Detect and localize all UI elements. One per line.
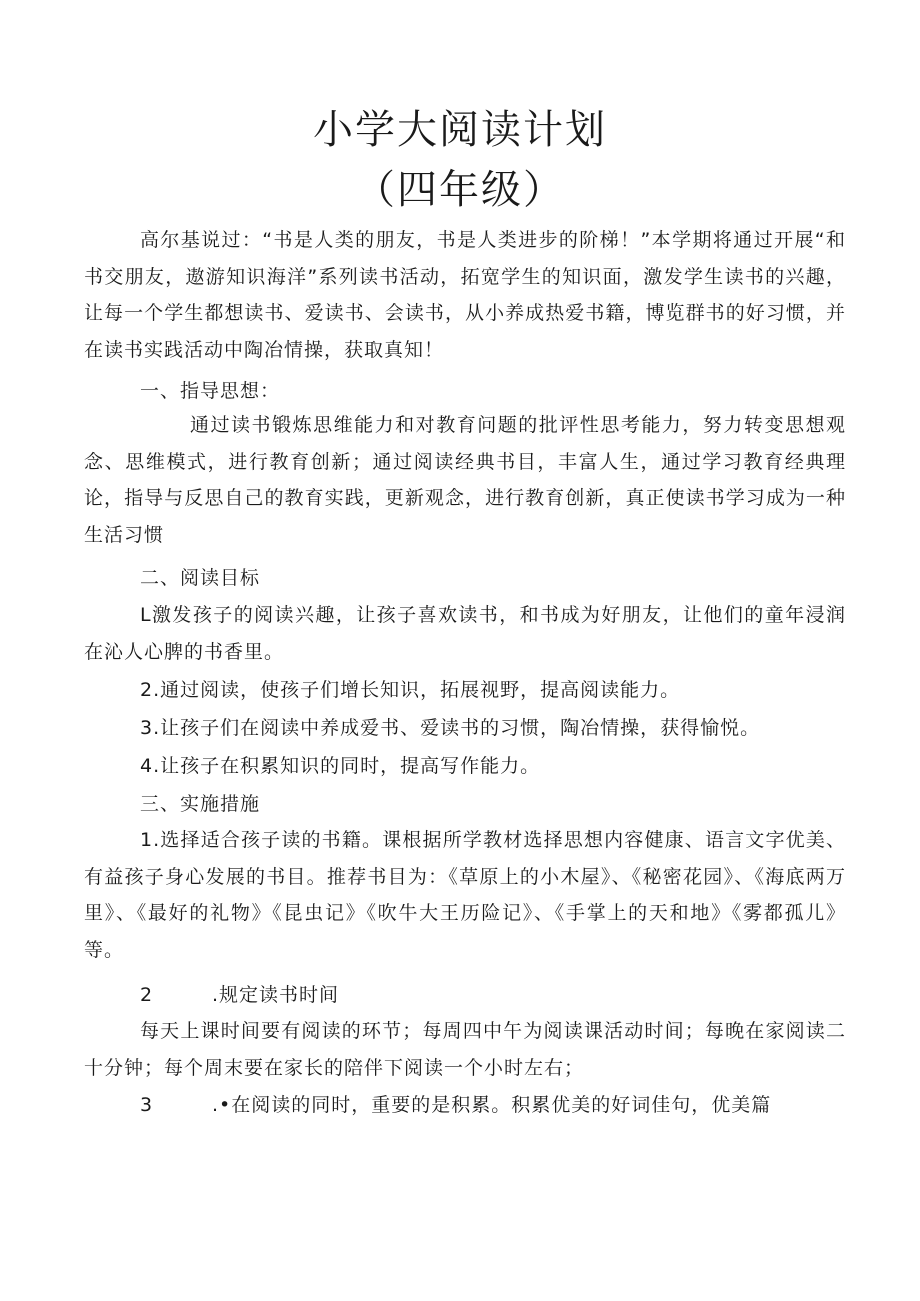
section-heading-guiding-ideas: 一、指导思想： bbox=[140, 380, 281, 402]
section-heading-reading-goals: 二、阅读目标 bbox=[140, 567, 261, 589]
goal-item-4: 4.让孩子在积累知识的同时，提高写作能力。 bbox=[140, 755, 541, 777]
measure-item-2-number: 2 bbox=[140, 984, 154, 1006]
measure-item-1: 1.选择适合孩子读的书籍。课根据所学教材选择思想内容健康、语言文字优美、有益孩子身心发展的书目。推荐书目为：《草原上的小木屋》、《秘密花园》、《海底两万里》、《最好的礼物》《昆虫记》《吹牛大王历险记》、《手掌上的天和地》《雾都孤儿》等。 bbox=[84, 829, 846, 961]
measure-item-3-text: .•在阅读的同时，重要的是积累。积累优美的好词佳句，优美篇 bbox=[212, 1094, 772, 1116]
measure-item-2-text: .规定读书时间 bbox=[212, 984, 340, 1006]
goal-item-3: 3.让孩子们在阅读中养成爱书、爱读书的习惯，陶冶情操，获得愉悦。 bbox=[140, 717, 761, 739]
goal-item-1: L激发孩子的阅读兴趣，让孩子喜欢读书，和书成为好朋友，让他们的童年浸润在沁人心脾的书香里。 bbox=[84, 604, 846, 663]
measure-item-2-body: 每天上课时间要有阅读的环节；每周四中午为阅读课活动时间；每晚在家阅读二十分钟；每个周末要在家长的陪伴下阅读一个小时左右； bbox=[84, 1020, 846, 1079]
measure-item-3 bbox=[140, 1087, 771, 1123]
goal-item-2: 2.通过阅读，使孩子们增长知识，拓展视野，提高阅读能力。 bbox=[140, 679, 681, 701]
guiding-ideas-paragraph: 通过读书锻炼思维能力和对教育问题的批评性思考能力，努力转变思想观念、思维模式，进行教育创新；通过阅读经典书目，丰富人生，通过学习教育经典理论，指导与反思自己的教育实践，更新观念，进行教育创新，真正使读书学习成为一种生活习惯 bbox=[84, 414, 846, 546]
intro-paragraph: 高尔基说过：“书是人类的朋友，书是人类进步的阶梯！”本学期将通过开展“和书交朋友，遨游知识海洋”系列读书活动，拓宽学生的知识面，激发学生读书的兴趣，让每一个学生都想读书、爱读书、会读书，从小养成热爱书籍，博览群书的好习惯，并在读书实践活动中陶冶情操，获取真知！ bbox=[84, 229, 846, 361]
document-title: 小学大阅读计划 bbox=[313, 107, 607, 153]
section-heading-measures: 三、实施措施 bbox=[140, 793, 261, 815]
measure-item-3-number: 3 bbox=[140, 1094, 154, 1116]
measure-item-2 bbox=[140, 977, 339, 1013]
document-subtitle: （四年级） bbox=[355, 167, 565, 213]
